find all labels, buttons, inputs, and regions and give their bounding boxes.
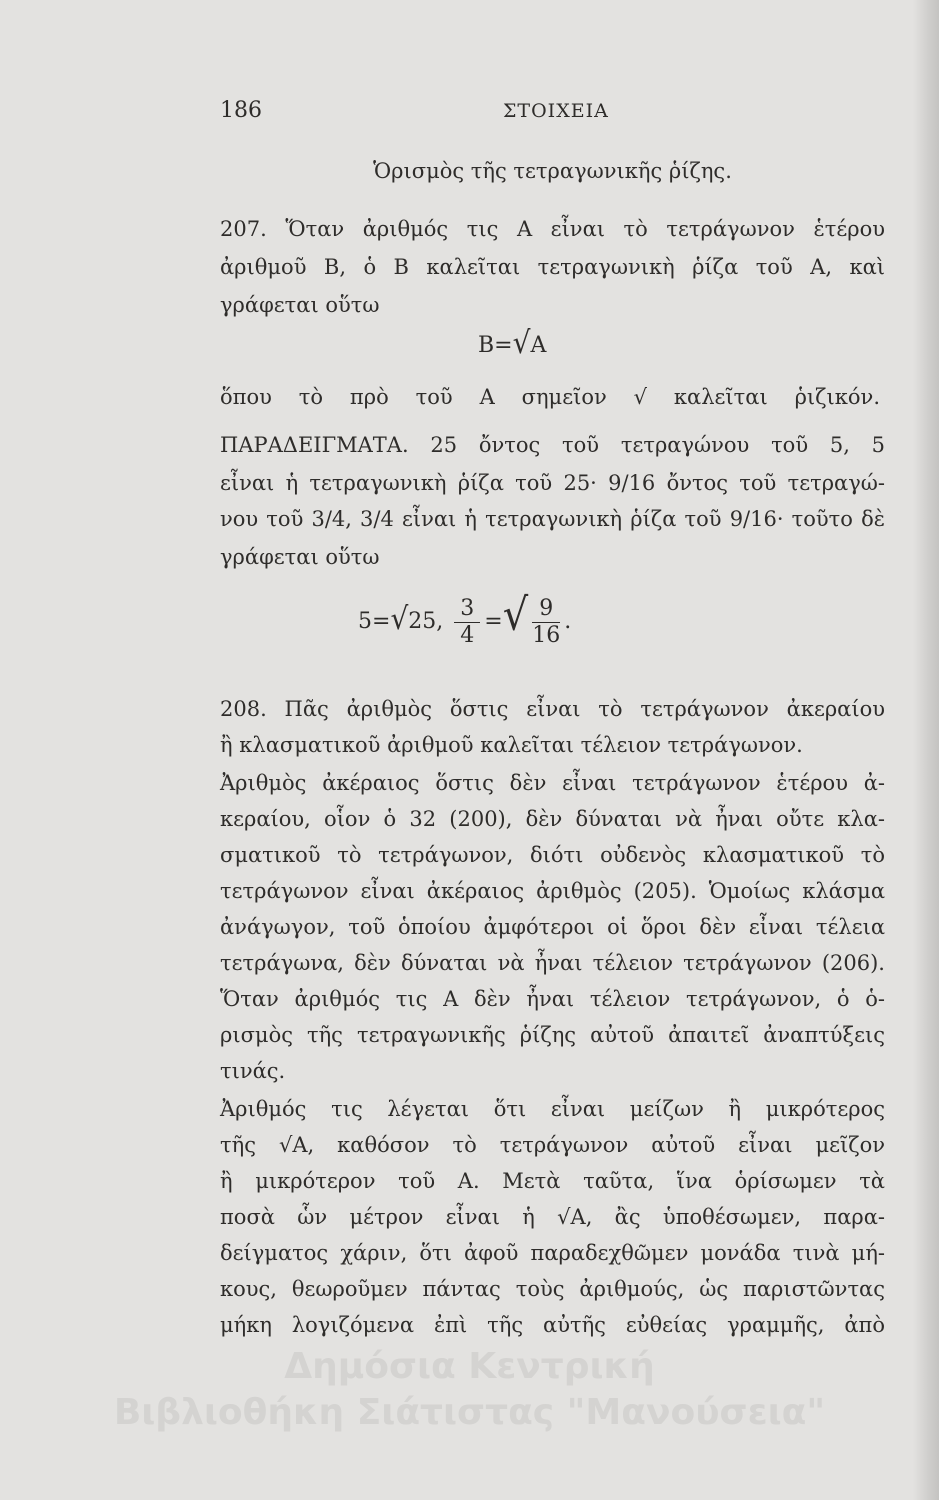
text-line: εἶναι ἡ τετραγωνικὴ ῥίζα τοῦ 25· 9/16 ὄντος τοῦ τετραγώ- xyxy=(220,471,885,495)
fraction-numerator: 9 xyxy=(532,596,560,623)
text-line: Ὅταν ἀριθμός τις Α δὲν ἦναι τέλειον τετράγωνον, ὁ ὁ- xyxy=(220,987,885,1011)
text-line: νου τοῦ 3/4, 3/4 εἶναι ἡ τετραγωνικὴ ῥίζα τοῦ 9/16· τοῦτο δὲ xyxy=(220,507,885,531)
fraction-numerator: 3 xyxy=(454,596,480,623)
formula-arg: 25, xyxy=(408,609,444,634)
page-edge-shadow xyxy=(913,0,939,1500)
text-line: ρισμὸς τῆς τετραγωνικῆς ῥίζης αὐτοῦ ἀπαιτεῖ ἀναπτύξεις xyxy=(220,1023,885,1047)
radical-sign: √ xyxy=(502,589,529,641)
text-line: τινάς. xyxy=(220,1059,286,1083)
library-stamp-line2: Βιβλιοθήκη Σιάτιστας "Μανούσεια" xyxy=(113,1392,826,1433)
formula-period: . xyxy=(564,609,572,634)
fraction-denominator: 4 xyxy=(460,622,475,648)
text-line: κεραίου, οἷον ὁ 32 (200), δὲν δύναται νὰ ἦναι οὔτε κλα- xyxy=(220,807,885,831)
text-line: ἀριθμοῦ Β, ὁ Β καλεῖται τετραγωνικὴ ῥίζα τοῦ Α, καὶ xyxy=(220,255,885,279)
text-line: γράφεται οὕτω xyxy=(220,545,380,569)
text-line: 208. Πᾶς ἀριθμὸς ὅστις εἶναι τὸ τετράγωνον ἀκεραίου xyxy=(220,697,885,721)
text-line: ὅπου τὸ πρὸ τοῦ Α σημεῖον √ καλεῖται ῥιζικόν. xyxy=(220,385,880,409)
text-line: ποσὰ ὧν μέτρον εἶναι ἡ √Α, ἂς ὑποθέσωμεν, παρα- xyxy=(220,1205,885,1229)
text-line: ἢ κλασματικοῦ ἀριθμοῦ καλεῖται τέλειον τετράγωνον. xyxy=(220,733,803,757)
page-number: 186 xyxy=(220,98,262,123)
text-line: δείγματος χάριν, ὅτι ἀφοῦ παραδεχθῶμεν μονάδα τινὰ μή- xyxy=(220,1241,885,1265)
formula-lhs: Β xyxy=(478,333,495,358)
text-line: ἀνάγωγον, τοῦ ὁποίου ἀμφότεροι οἱ ὅροι δὲν εἶναι τέλεια xyxy=(220,915,885,939)
formula-equals: = xyxy=(372,609,391,634)
formula-equals: = xyxy=(484,609,503,634)
fraction-three-quarters xyxy=(454,596,480,649)
text-line: μήκη λογιζόμενα ἐπὶ τῆς αὐτῆς εὐθείας γραμμῆς, ἀπὸ xyxy=(220,1313,885,1337)
formula-arg: Α xyxy=(530,333,547,358)
text-line: κους, θεωροῦμεν πάντας τοὺς ἀριθμούς, ὡς παριστῶντας xyxy=(220,1277,885,1301)
formula-examples xyxy=(358,589,572,649)
text-line: τῆς √Α, καθόσον τὸ τετράγωνον αὐτοῦ εἶναι μεῖζον xyxy=(220,1133,885,1157)
page-header xyxy=(220,98,880,138)
text-line: Ἀριθμὸς ἀκέραιος ὅστις δὲν εἶναι τετράγωνον ἑτέρου ἀ- xyxy=(220,771,885,795)
text-line: τετράγωνον εἶναι ἀκέραιος ἀριθμὸς (205). Ὁμοίως κλάσμα xyxy=(220,879,885,903)
text-line: τετράγωνα, δὲν δύναται νὰ ἦναι τέλειον τετράγωνον (206). xyxy=(220,951,885,975)
text-line: ΠΑΡΑΔΕΙΓΜΑΤΑ. 25 ὄντος τοῦ τετραγώνου τοῦ 5, 5 xyxy=(220,433,885,457)
section-title: Ὁρισμὸς τῆς τετραγωνικῆς ῥίζης. xyxy=(373,159,732,183)
text-line: 207. Ὅταν ἀριθμός τις Α εἶναι τὸ τετράγωνον ἑτέρου xyxy=(220,217,885,241)
radical-sign: √ xyxy=(512,324,531,361)
formula-term: 5 xyxy=(358,609,372,634)
text-line: Ἀριθμός τις λέγεται ὅτι εἶναι μείζων ἢ μικρότερος xyxy=(220,1097,885,1121)
fraction-denominator: 16 xyxy=(532,622,561,648)
text-line: γράφεται οὕτω xyxy=(220,293,380,317)
running-title: ΣΤΟΙΧΕΙΑ xyxy=(503,100,609,122)
fraction-nine-sixteenths xyxy=(532,596,560,649)
radical-sign: √ xyxy=(390,600,409,637)
library-stamp-line1: Δημόσια Κεντρική xyxy=(284,1346,655,1387)
text-line: ἢ μικρότερον τοῦ Α. Μετὰ ταῦτα, ἵνα ὁρίσωμεν τὰ xyxy=(220,1169,885,1193)
text-line: σματικοῦ τὸ τετράγωνον, διότι οὐδενὸς κλασματικοῦ τὸ xyxy=(220,843,885,867)
formula-equals: = xyxy=(494,333,513,358)
formula-root-definition xyxy=(478,326,546,359)
